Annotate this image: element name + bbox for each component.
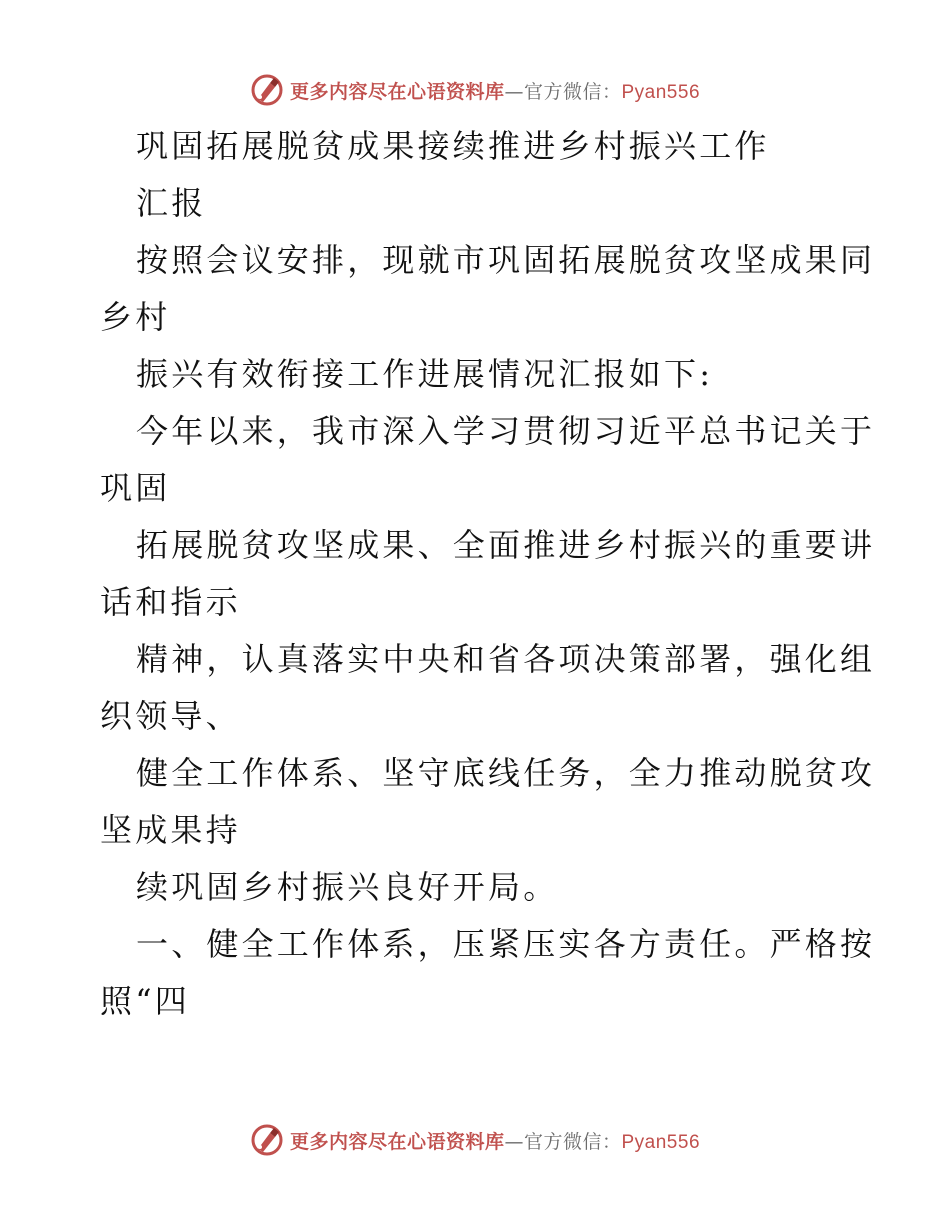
header-banner xyxy=(0,70,950,110)
pen-logo-icon xyxy=(250,1123,284,1157)
section-heading-line: 一、健全工作体系，压紧压实各方责任。严格按 xyxy=(136,925,876,963)
paragraph-line: 健全工作体系、坚守底线任务，全力推动脱贫攻 xyxy=(136,754,876,792)
paragraph-line: 照“四 xyxy=(100,982,190,1020)
paragraph-line: 续巩固乡村振兴良好开局。 xyxy=(136,868,559,906)
paragraph-line: 精神，认真落实中央和省各项决策部署，强化组 xyxy=(136,640,876,678)
paragraph-line: 今年以来，我市深入学习贯彻习近平总书记关于 xyxy=(136,412,876,450)
pen-logo-icon xyxy=(250,73,284,107)
doc-title-line: 汇报 xyxy=(136,184,207,222)
document-body xyxy=(100,118,876,1030)
banner-wechat-label: —官方微信： xyxy=(504,1130,622,1153)
banner-wechat-label: —官方微信： xyxy=(504,80,622,103)
paragraph-line: 乡村 xyxy=(100,298,171,336)
banner-title: 更多内容尽在心语资料库 xyxy=(289,80,505,103)
paragraph-line: 织领导、 xyxy=(100,697,241,735)
doc-title-line: 巩固拓展脱贫成果接续推进乡村振兴工作 xyxy=(136,127,770,165)
paragraph-line: 振兴有效衔接工作进展情况汇报如下: xyxy=(136,355,714,393)
banner-title: 更多内容尽在心语资料库 xyxy=(289,1130,505,1153)
paragraph-line: 话和指示 xyxy=(100,583,241,621)
paragraph-line: 按照会议安排，现就市巩固拓展脱贫攻坚成果同 xyxy=(136,241,876,279)
banner-wechat-id: Pyan556 xyxy=(621,81,701,103)
paragraph-line: 巩固 xyxy=(100,469,171,507)
footer-banner xyxy=(0,1120,950,1160)
banner-wechat-id: Pyan556 xyxy=(621,1131,701,1153)
paragraph-line: 拓展脱贫攻坚成果、全面推进乡村振兴的重要讲 xyxy=(136,526,876,564)
paragraph-line: 坚成果持 xyxy=(100,811,241,849)
